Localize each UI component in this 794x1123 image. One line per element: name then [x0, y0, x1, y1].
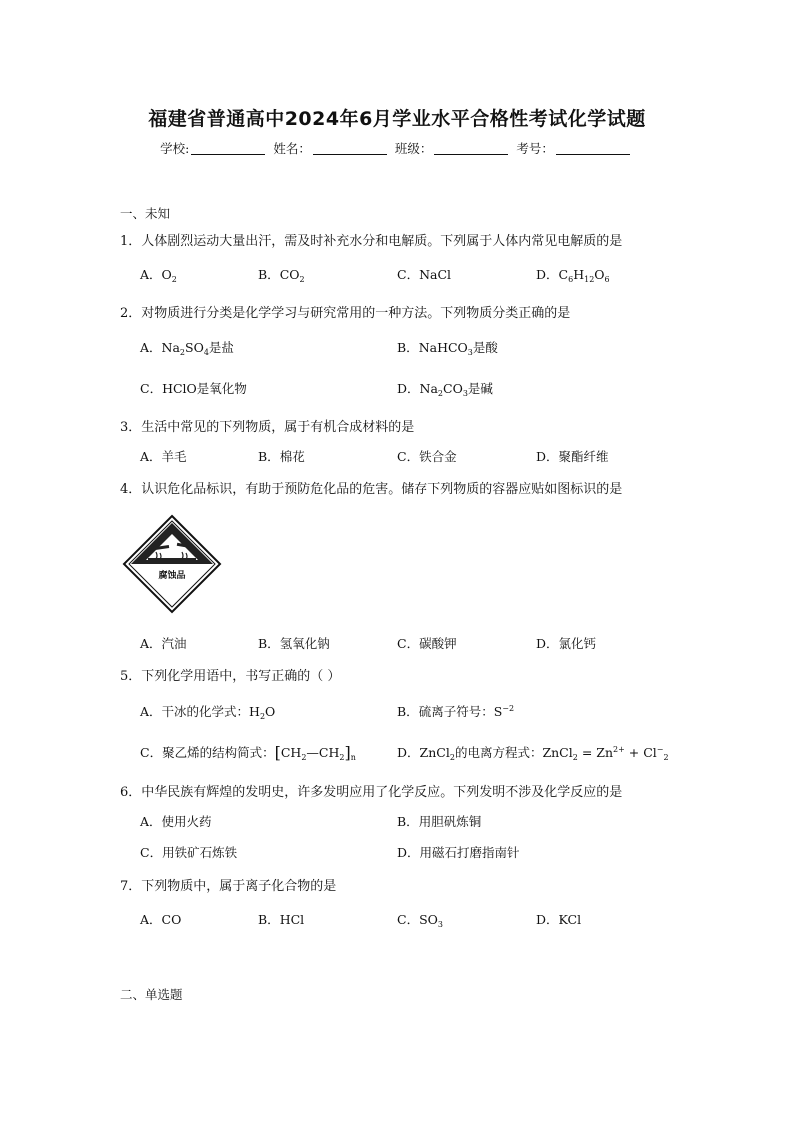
- section-heading: 二、单选题: [120, 987, 183, 1002]
- question-5-stem: 5．下列化学用语中，书写正确的（ ）: [120, 669, 341, 684]
- question-3-stem: 3．生活中常见的下列物质，属于有机合成材料的是: [120, 420, 415, 435]
- q1-option-a: A．$O_2$: [140, 267, 177, 284]
- question-4-stem: 4．认识危化品标识，有助于预防危化品的危害。储存下列物质的容器应贴如图标识的是: [120, 482, 623, 497]
- school-label: 学校:: [160, 141, 190, 156]
- class-label: 班级：: [394, 141, 433, 156]
- q3-option-a: A．羊毛: [140, 449, 187, 464]
- school-blank: [191, 142, 265, 155]
- section-heading: 一、未知: [120, 206, 171, 221]
- name-blank: [313, 142, 387, 155]
- q2-option-b: B．NaHCO$_3$是酸: [397, 340, 498, 357]
- q5-option-d: D．ZnCl$_2$的电离方程式：ZnCl$_2$ = $Zn^{2+} + Cl^-_2$: [397, 745, 669, 762]
- q4-option-c: C．碳酸钾: [397, 636, 457, 651]
- q7-option-a: A．CO: [140, 912, 182, 927]
- q4-option-a: A．汽油: [140, 636, 187, 651]
- q5-option-a: A．干冰的化学式：$H_2O$: [140, 704, 276, 721]
- q7-option-c: C．$SO_3$: [397, 912, 443, 929]
- q2-option-d: D．$Na_2CO_3$是碱: [397, 381, 493, 398]
- q7-option-d: D．KCl: [536, 912, 582, 927]
- q6-option-a: A．使用火药: [140, 814, 212, 829]
- q5-option-c: C．聚乙烯的结构简式：$[CH_2—CH_2]_n$: [140, 743, 356, 762]
- q6-option-d: D．用磁石打磨指南针: [397, 845, 520, 860]
- student-info-line: [0, 139, 794, 157]
- q4-option-d: D．氯化钙: [536, 636, 597, 651]
- q1-option-b: B．$CO_2$: [258, 267, 305, 284]
- q4-option-b: B．氢氧化钠: [258, 636, 330, 651]
- hazard-label: 腐蚀品: [158, 571, 186, 581]
- q3-option-c: C．铁合金: [397, 449, 457, 464]
- q2-option-a: A．$Na_2SO_4$是盐: [140, 340, 234, 357]
- q2-option-c: C．HClO是氧化物: [140, 381, 247, 396]
- name-label: 姓名：: [273, 141, 311, 156]
- q3-option-d: D．聚酯纤维: [536, 449, 609, 464]
- number-blank: [556, 142, 630, 155]
- q6-option-b: B．用胆矾炼铜: [397, 814, 482, 829]
- question-6-stem: 6．中华民族有辉煌的发明史，许多发明应用了化学反应。下列发明不涉及化学反应的是: [120, 785, 623, 800]
- q5-option-b: B．硫离子符号：$S^{-2}$: [397, 704, 515, 719]
- question-2-stem: 2．对物质进行分类是化学学习与研究常用的一种方法。下列物质分类正确的是: [120, 306, 571, 321]
- q1-option-d: D．$C_6H_{12}O_6$: [536, 267, 610, 284]
- q7-option-b: B．HCl: [258, 912, 305, 927]
- question-7-stem: 7．下列物质中，属于离子化合物的是: [120, 879, 337, 894]
- corrosive-hazard-icon: [122, 514, 222, 614]
- number-label: 考号：: [516, 141, 554, 156]
- page-title: 福建省普通高中2024年6月学业水平合格性考试化学试题: [148, 108, 646, 130]
- q6-option-c: C．用铁矿石炼铁: [140, 845, 238, 860]
- question-1-stem: 1．人体剧烈运动大量出汗，需及时补充水分和电解质。下列属于人体内常见电解质的是: [120, 234, 623, 249]
- q3-option-b: B．棉花: [258, 449, 305, 464]
- class-blank: [434, 142, 508, 155]
- q1-option-c: C．NaCl: [397, 267, 452, 282]
- q5-option-d-wrap: [397, 741, 669, 763]
